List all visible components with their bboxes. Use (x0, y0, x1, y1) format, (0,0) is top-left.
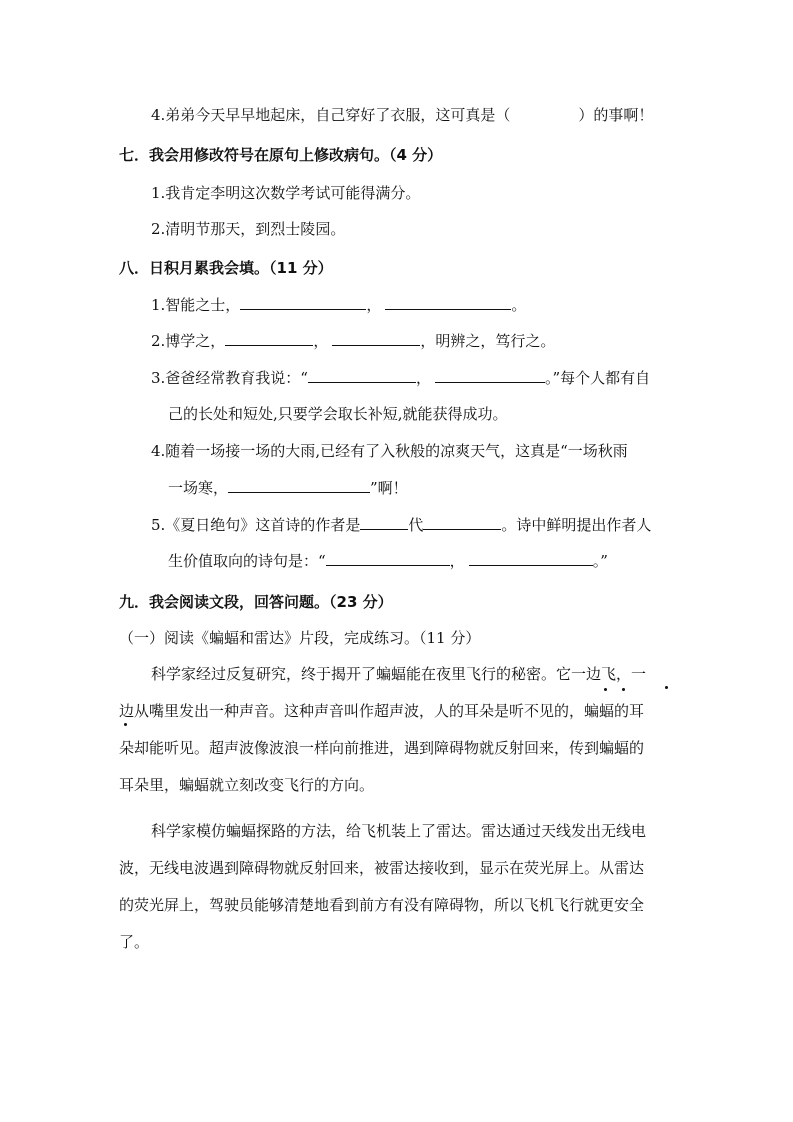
q8-5-end: 。” (592, 552, 608, 570)
question-8-2 (151, 331, 555, 351)
q8-5-text: 5.《夏日绝句》这首诗的作者是 (151, 516, 361, 534)
emphasis-dot (622, 688, 625, 691)
reading-subheading: （一）阅读《蝙蝠和雷达》片段，完成练习。（11 分） (119, 629, 481, 647)
q8-3-cont: 。”每个人都有自 (545, 369, 651, 387)
question-8-4-line2 (168, 478, 408, 498)
q8-2-end: ，明辨之，笃行之。 (420, 332, 556, 350)
section-8-heading: 八．日积月累我会填。（11 分） (119, 259, 333, 277)
question-6-4-text: 4.弟弟今天早早地起床，自己穿好了衣服，这可真是（ (151, 106, 511, 124)
fill-blank[interactable] (332, 331, 420, 346)
q8-4-end: ”啊！ (370, 479, 408, 497)
passage-2-line-1: 科学家模仿蝙蝠探路的方法，给飞机装上了雷达。雷达通过天线发出无线电 (151, 822, 647, 840)
q8-2-sep: ， (313, 332, 329, 350)
question-8-4: 4.随着一场接一场的大雨,已经有了入秋般的凉爽天气，这真是“一场秋雨 (151, 442, 628, 460)
question-8-5 (151, 515, 651, 535)
fill-blank[interactable] (423, 515, 501, 530)
q8-1-text: 1.智能之士， (151, 296, 241, 314)
emphasis-dot (124, 723, 127, 726)
fill-blank[interactable] (326, 551, 450, 566)
q8-3-sep: ， (415, 369, 431, 387)
q8-4-text: 一场寒， (168, 479, 229, 497)
question-8-5-line2 (168, 551, 608, 571)
q8-3-text: 3.爸爸经常教育我说：“ (151, 369, 308, 387)
passage-1-line-2: 边从嘴里发出一种声音。这种声音叫作超声波，人的耳朵是听不见的，蝙蝠的耳 (119, 702, 645, 720)
fill-blank[interactable] (435, 368, 545, 383)
fill-blank[interactable] (308, 368, 416, 383)
passage-1-line-1: 科学家经过反复研究，终于揭开了蝙蝠能在夜里飞行的秘密。它一边飞，一 (151, 665, 647, 683)
fill-blank[interactable] (228, 478, 370, 493)
question-6-4 (151, 105, 653, 125)
q8-5-text2: 生价值取向的诗句是：“ (168, 552, 326, 570)
question-8-3 (151, 368, 650, 388)
question-7-1: 1.我肯定李明这次数学考试可能得满分。 (151, 184, 421, 202)
emphasis-dot (604, 688, 607, 691)
passage-2-line-3: 的荧光屏上，驾驶员能够清楚地看到前方有没有障碍物，所以飞机飞行就更安全 (119, 896, 645, 914)
question-7-2: 2.清明节那天，到烈士陵园。 (151, 220, 346, 238)
passage-2-line-2: 波，无线电波遇到障碍物就反射回来，被雷达接收到，显示在荧光屏上。从雷达 (119, 859, 645, 877)
question-6-4-tail: ）的事啊！ (578, 106, 654, 124)
fill-blank[interactable] (225, 331, 313, 346)
emphasis-dot (665, 686, 668, 689)
passage-2-line-4: 了。 (119, 933, 150, 951)
q8-5-cont: 。诗中鲜明提出作者人 (501, 516, 652, 534)
q8-5-dynasty: 代 (408, 516, 424, 534)
fill-blank[interactable] (385, 295, 511, 310)
question-8-3-line2: 己的长处和短处,只要学会取长补短,就能获得成功。 (168, 405, 508, 423)
passage-1-line-4: 耳朵里，蝙蝠就立刻改变飞行的方向。 (119, 776, 375, 794)
section-9-heading: 九．我会阅读文段，回答问题。（23 分） (119, 593, 393, 611)
fill-blank[interactable] (360, 515, 408, 530)
q8-1-sep: ， (366, 296, 382, 314)
fill-blank[interactable] (469, 551, 593, 566)
q8-2-text: 2.博学之， (151, 332, 226, 350)
fill-blank[interactable] (240, 295, 366, 310)
question-8-1 (151, 295, 526, 315)
q8-1-end: 。 (511, 296, 527, 314)
section-7-heading: 七．我会用修改符号在原句上修改病句。（4 分） (119, 146, 443, 164)
passage-1-line-3: 朵却能听见。超声波像波浪一样向前推进，遇到障碍物就反射回来，传到蝙蝠的 (119, 739, 645, 757)
q8-5-sep: ， (449, 552, 465, 570)
